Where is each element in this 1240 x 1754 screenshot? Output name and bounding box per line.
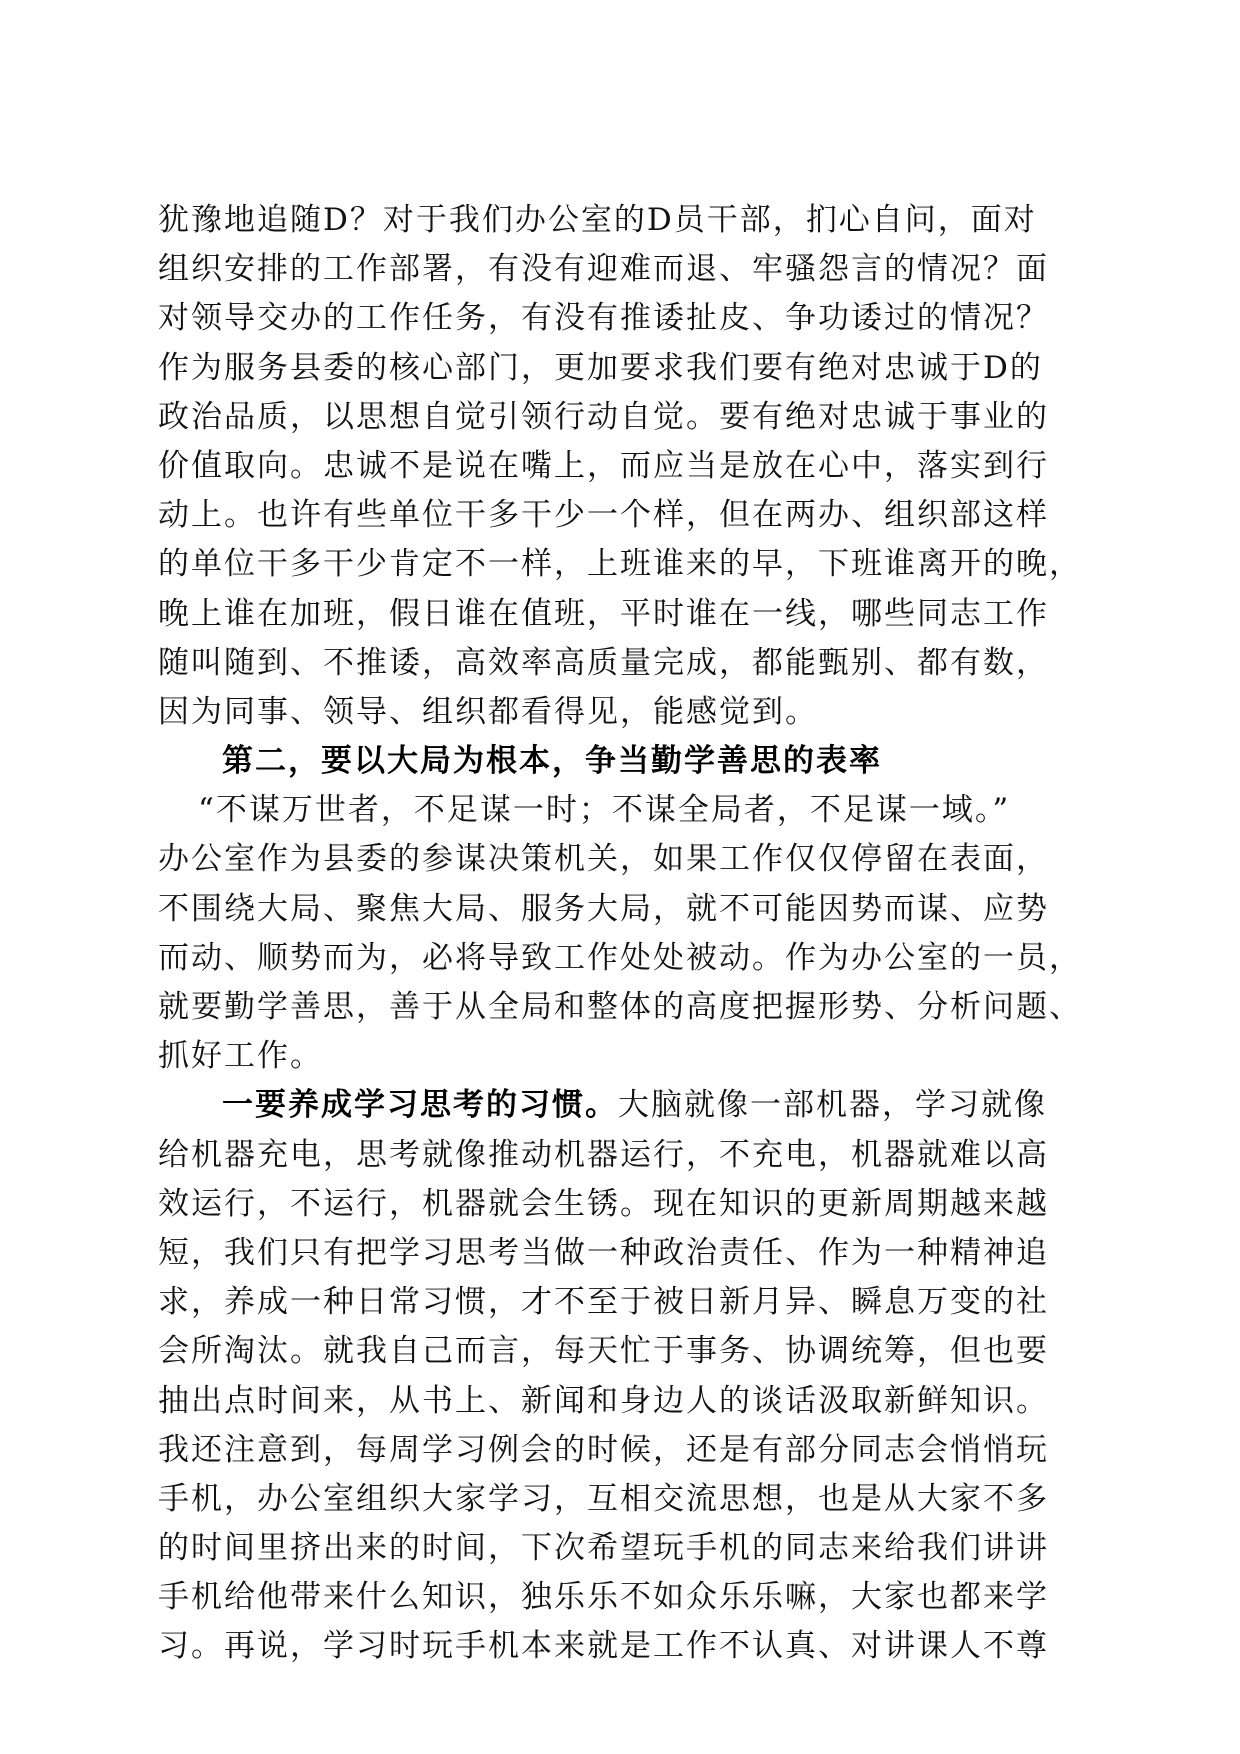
section-heading: 第二，要以大局为根本，争当勤学善思的表率 <box>222 743 882 780</box>
point-lead-line <box>158 1081 1100 1130</box>
text-line: 因为同事、领导、组织都看得见，能感觉到。 <box>158 693 818 730</box>
text-line: 手机，办公室组织大家学习，互相交流思想，也是从大家不多 <box>158 1480 1049 1517</box>
text-line: 的时间里挤出来的时间，下次希望玩手机的同志来给我们讲讲 <box>158 1530 1049 1567</box>
text-line: 效运行，不运行，机器就会生锈。现在知识的更新周期越来越 <box>158 1185 1049 1222</box>
text-line: 政治品质，以思想自觉引领行动自觉。要有绝对忠诚于事业的 <box>158 398 1049 435</box>
text-line: 抓好工作。 <box>158 1038 323 1075</box>
text-line: 抽出点时间来，从书上、新闻和身边人的谈话汲取新鲜知识。 <box>158 1382 1049 1419</box>
point-lead-text: 大脑就像一部机器，学习就像 <box>618 1087 1047 1124</box>
text-line: 而动、顺势而为，必将导致工作处处被动。作为办公室的一员， <box>158 939 1082 976</box>
text-line: 随叫随到、不推诿，高效率高质量完成，都能甄别、都有数， <box>158 644 1049 681</box>
document-body <box>158 196 1100 1672</box>
text-line: 对领导交办的工作任务，有没有推诿扯皮、争功诿过的情况？ <box>158 300 1049 337</box>
text-line: 犹豫地追随D？对于我们办公室的D员干部，扪心自问，面对 <box>158 202 1037 238</box>
text-line: 给机器充电，思考就像推动机器运行，不充电，机器就难以高 <box>158 1136 1049 1173</box>
text-line: 手机给他带来什么知识，独乐乐不如众乐乐嘛，大家也都来学 <box>158 1579 1049 1616</box>
text-line: 我还注意到，每周学习例会的时候，还是有部分同志会悄悄玩 <box>158 1431 1049 1468</box>
text-line: 动上。也许有些单位干多干少一个样，但在两办、组织部这样 <box>158 497 1049 534</box>
text-line: 不围绕大局、聚焦大局、服务大局，就不可能因势而谋、应势 <box>158 890 1049 927</box>
text-line: 作为服务县委的核心部门，更加要求我们要有绝对忠诚于D的 <box>158 349 1043 386</box>
text-line: 组织安排的工作部署，有没有迎难而退、牢骚怨言的情况？面 <box>158 251 1049 288</box>
text-line: 价值取向。忠诚不是说在嘴上，而应当是放在心中，落实到行 <box>158 447 1049 484</box>
text-line: 的单位干多干少肯定不一样，上班谁来的早，下班谁离开的晚， <box>158 546 1082 583</box>
quote-line: “不谋万世者，不足谋一时；不谋全局者，不足谋一域。” <box>198 792 1011 829</box>
text-line: 求，养成一种日常习惯，才不至于被日新月异、瞬息万变的社 <box>158 1284 1049 1321</box>
text-line: 就要勤学善思，善于从全局和整体的高度把握形势、分析问题、 <box>158 989 1082 1025</box>
text-line: 晚上谁在加班，假日谁在值班，平时谁在一线，哪些同志工作 <box>158 595 1049 632</box>
text-line: 习。再说，学习时玩手机本来就是工作不认真、对讲课人不尊 <box>158 1628 1049 1665</box>
text-line: 会所淘汰。就我自己而言，每天忙于事务、协调统筹，但也要 <box>158 1333 1049 1370</box>
text-line: 办公室作为县委的参谋决策机关，如果工作仅仅停留在表面， <box>158 841 1049 878</box>
point-heading: 一要养成学习思考的习惯。 <box>222 1087 618 1124</box>
text-line: 短，我们只有把学习思考当做一种政治责任、作为一种精神追 <box>158 1234 1049 1271</box>
